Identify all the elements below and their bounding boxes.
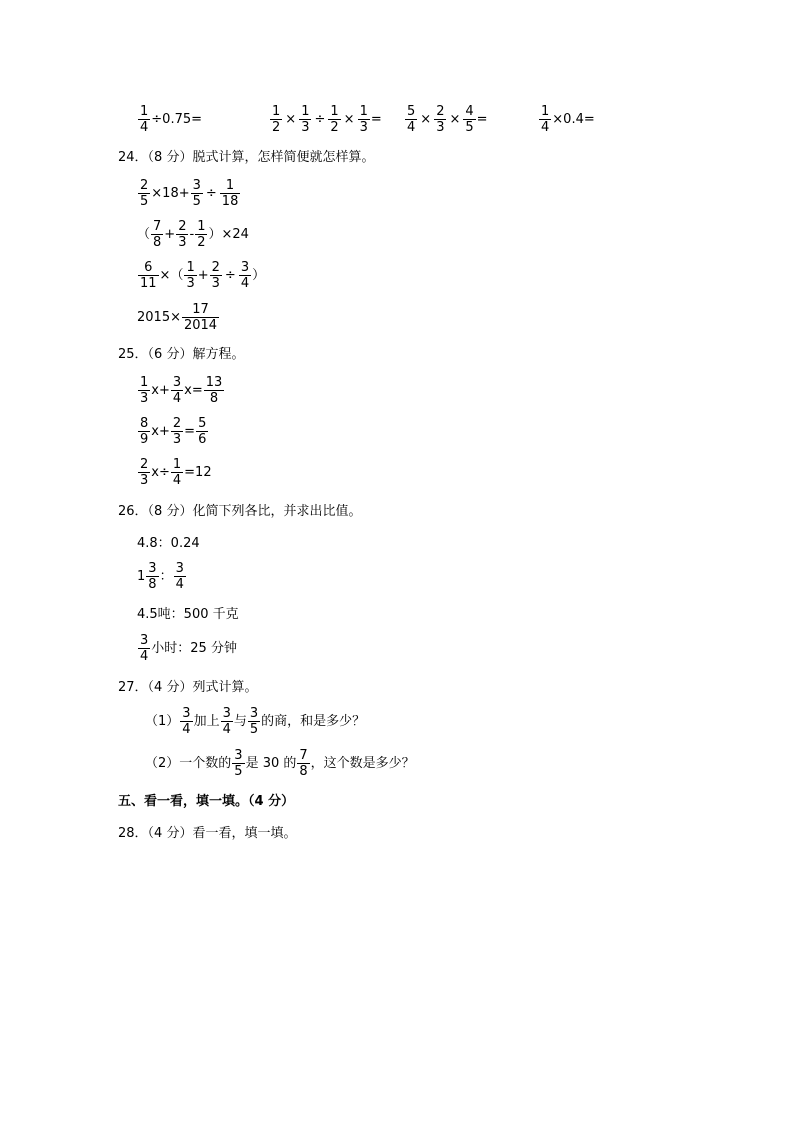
top-expr-4: $\frac{1}{4}$ ×0.4= [541, 104, 595, 135]
fraction: $\frac{8}{9}$ [140, 416, 149, 447]
fraction: $\frac{1}{18}$ [221, 178, 239, 209]
q27-item-1: （1） $\frac{3}{4}$ 加上 $\frac{3}{4}$ 与 $\frac{3}{5}$ 的商，和是多少？ [145, 706, 366, 737]
q24-expr-3: $\frac{6}{11}$ ×（ $\frac{1}{3}$ + $\frac{2}{3}$ ÷ $\frac{3}{4}$ ） [140, 260, 266, 291]
fraction: $\frac{1}{3}$ [140, 375, 149, 406]
q24-expr-4: 2015× $\frac{17}{2014}$ [137, 302, 218, 333]
fraction: $\frac{1}{4}$ [541, 104, 550, 135]
fraction: $\frac{2}{3}$ [172, 416, 182, 447]
fraction: $\frac{3}{5}$ [234, 748, 243, 779]
q24-heading: 24．（8 分）脱式计算，怎样简便就怎样算。 [118, 150, 375, 165]
fraction: $\frac{13}{8}$ [205, 375, 223, 406]
fraction: $\frac{3}{4}$ [175, 561, 184, 592]
q25-expr-2: $\frac{8}{9}$ x+ $\frac{2}{3}$ = $\frac{5}{6}$ [140, 416, 207, 447]
fraction: $\frac{3}{8}$ [148, 561, 157, 592]
fraction: $\frac{3}{4}$ [222, 706, 231, 737]
fraction: $\frac{1}{4}$ [172, 457, 182, 488]
fraction: $\frac{1}{4}$ [140, 104, 149, 135]
q27-item-2: （2）一个数的 $\frac{3}{5}$ 是 30 的 $\frac{7}{8}$ ，这个数是多少？ [145, 748, 415, 779]
top-expr-3: $\frac{5}{4}$ × $\frac{2}{3}$ × $\frac{4}{5}$ = [407, 104, 488, 135]
fraction: $\frac{1}{3}$ [301, 104, 310, 135]
q26-expr-3: 4.5吨：500 千克 [137, 607, 239, 622]
q26-expr-1: 4.8：0.24 [137, 536, 200, 551]
fraction: $\frac{3}{5}$ [249, 706, 259, 737]
fraction: $\frac{6}{11}$ [140, 260, 157, 291]
fraction: $\frac{2}{5}$ [140, 178, 149, 209]
fraction: $\frac{3}{4}$ [140, 633, 149, 664]
q28-heading: 28．（4 分）看一看，填一填。 [118, 826, 297, 841]
q26-expr-4: $\frac{3}{4}$ 小时：25 分钟 [140, 633, 237, 664]
fraction: $\frac{2}{3}$ [178, 219, 187, 250]
fraction: $\frac{5}{4}$ [407, 104, 416, 135]
q25-expr-1: $\frac{1}{3}$ x+ $\frac{3}{4}$ x= $\frac{13}{8}$ [140, 375, 223, 406]
fraction: $\frac{3}{4}$ [240, 260, 250, 291]
q26-heading: 26．（8 分）化简下列各比，并求出比值。 [118, 504, 362, 519]
section-five-heading: 五、看一看，填一填。（4 分） [118, 794, 295, 809]
fraction: $\frac{5}{6}$ [198, 416, 207, 447]
q25-expr-3: $\frac{2}{3}$ x÷ $\frac{1}{4}$ =12 [140, 457, 212, 488]
fraction: $\frac{1}{3}$ [186, 260, 195, 291]
fraction: $\frac{2}{3}$ [140, 457, 149, 488]
fraction: $\frac{7}{8}$ [299, 748, 308, 779]
fraction: $\frac{3}{5}$ [192, 178, 201, 209]
fraction: $\frac{3}{4}$ [172, 375, 182, 406]
q26-expr-2: 1 $\frac{3}{8}$ ： $\frac{3}{4}$ [137, 561, 184, 592]
fraction: $\frac{3}{4}$ [182, 706, 191, 737]
fraction: $\frac{4}{5}$ [465, 104, 474, 135]
top-expr-1: $\frac{1}{4}$ ÷0.75= [140, 104, 203, 135]
fraction: $\frac{1}{2}$ [330, 104, 339, 135]
q27-heading: 27．（4 分）列式计算。 [118, 680, 258, 695]
fraction: $\frac{1}{3}$ [359, 104, 368, 135]
top-expr-2: $\frac{1}{2}$ × $\frac{1}{3}$ ÷ $\frac{1}{2}$ × $\frac{1}{3}$ = [272, 104, 382, 135]
fraction: $\frac{17}{2014}$ [183, 302, 218, 333]
q25-heading: 25．（6 分）解方程。 [118, 347, 245, 362]
fraction: $\frac{2}{3}$ [436, 104, 445, 135]
fraction: $\frac{2}{3}$ [211, 260, 220, 291]
fraction: $\frac{1}{2}$ [272, 104, 281, 135]
fraction: $\frac{7}{8}$ [153, 219, 162, 250]
fraction: $\frac{1}{2}$ [197, 219, 206, 250]
q24-expr-1: $\frac{2}{5}$ ×18+ $\frac{3}{5}$ ÷ $\frac{1}{18}$ [140, 178, 239, 209]
q24-expr-2: （ $\frac{7}{8}$ + $\frac{2}{3}$ - $\frac{1}{2}$ ）×24 [137, 219, 249, 250]
